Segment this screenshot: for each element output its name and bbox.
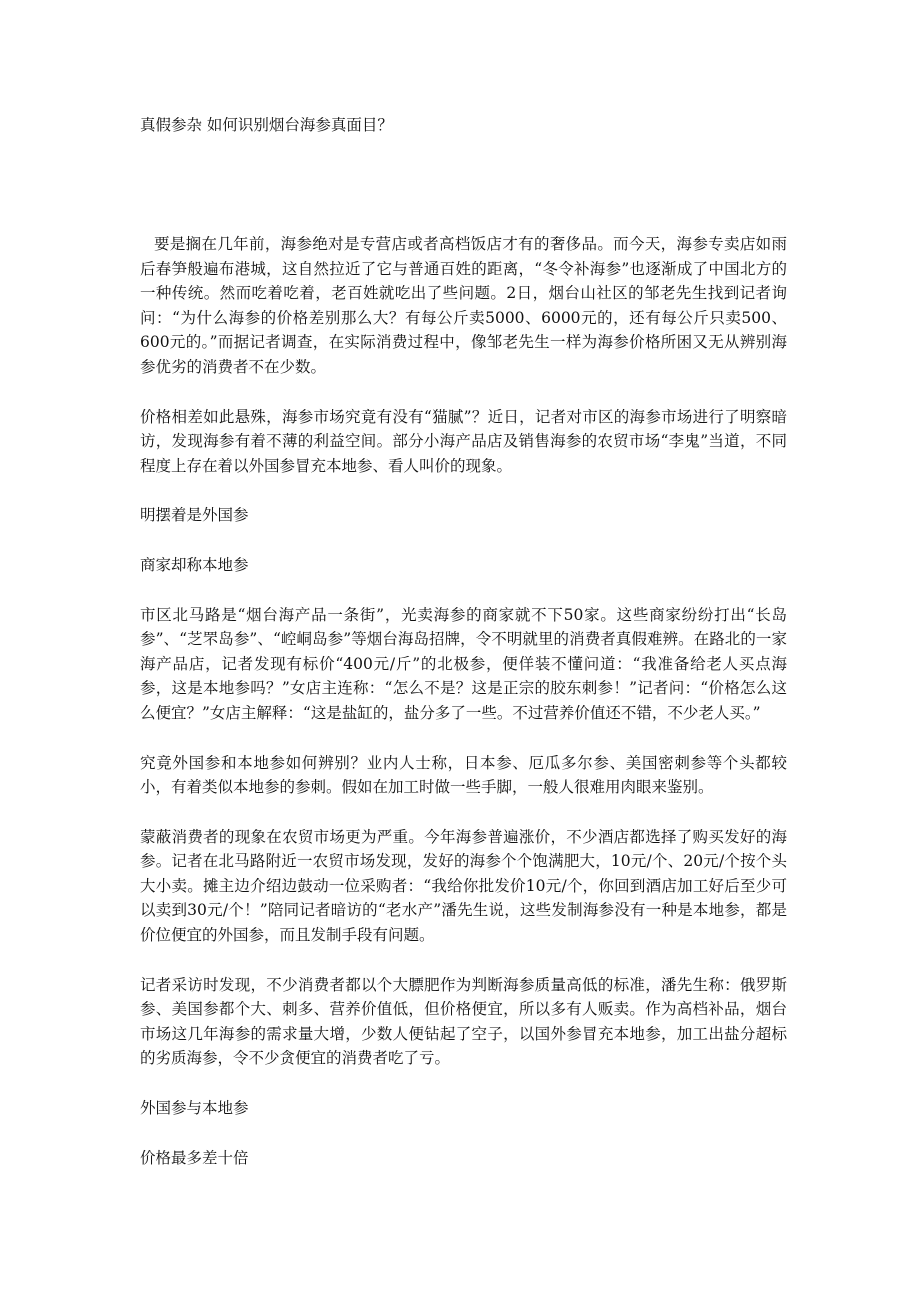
paragraph-farmers-market: 蒙蔽消费者的现象在农贸市场更为严重。今年海参普遍涨价，不少酒店都选择了购买发好的海参。记者在北马路附近一农贸市场发现，发好的海参个个饱满肥大，10元/个、20元/个按个头大小卖。摊主边介绍边鼓动一位采购者：“我给你批发价10元/个，你回到酒店加工好后至少可以卖到30元/个！”陪同记者暗访的“老水产”潘先生说，这些发制海参没有一种是本地参，都是价位便宜的外国参，而且发制手段有问题。 bbox=[140, 827, 787, 945]
subheading-foreign-shown: 明摆着是外国参 bbox=[140, 506, 249, 525]
subheading-claimed-local: 商家却称本地参 bbox=[140, 555, 249, 574]
subheading-foreign-vs-local: 外国参与本地参 bbox=[140, 1099, 249, 1118]
subheading-price-tenfold: 价格最多差十倍 bbox=[140, 1148, 249, 1167]
article-body bbox=[140, 232, 787, 1195]
paragraph-beima-road: 市区北马路是“烟台海产品一条街”，光卖海参的商家就不下50家。这些商家纷纷打出“长岛参”、“芝罘岛参”、“崆峒岛参”等烟台海岛招牌，令不明就里的消费者真假难辨。在路北的一家海产品店，记者发现有标价“400元/斤”的北极参，便佯装不懂问道：“我准备给老人买点海参，这是本地参吗？”女店主连称：“怎么不是？这是正宗的胶东刺参！”记者问：“价格怎么这么便宜？”女店主解释：“这是盐缸的，盐分多了一些。不过营养价值还不错，不少老人买。” bbox=[140, 605, 787, 722]
paragraph-intro: 要是搁在几年前，海参绝对是专营店或者高档饭店才有的奢侈品。而今天，海参专卖店如雨后春笋般遍布港城，这自然拉近了它与普通百姓的距离，“冬令补海参”也逐渐成了中国北方的一种传统。然而吃着吃着，老百姓就吃出了些问题。2日，烟台山社区的邹老先生找到记者询问：“为什么海参的价格差别那么大？有每公斤卖5000、6000元的，还有每公斤只卖500、600元的。”而据记者调查，在实际消费过程中，像邹老先生一样为海参价格所困又无从辨别海参优劣的消费者不在少数。 bbox=[140, 235, 787, 376]
paragraph-consumer-standard: 记者采访时发现，不少消费者都以个大膘肥作为判断海参质量高低的标准，潘先生称：俄罗斯参、美国参都个大、刺多、营养价值低，但价格便宜，所以多有人贩卖。作为高档补品，烟台市场这几年海参的需求量大增，少数人便钻起了空子，以国外参冒充本地参，加工出盐分超标的劣质海参，令不少贪便宜的消费者吃了亏。 bbox=[140, 975, 787, 1068]
paragraph-price-gap: 价格相差如此悬殊，海参市场究竟有没有“猫腻”？近日，记者对市区的海参市场进行了明察暗访，发现海参有着不薄的利益空间。部分小海产品店及销售海参的农贸市场“李鬼”当道，不同程度上存在着以外国参冒充本地参、看人叫价的现象。 bbox=[140, 407, 787, 475]
article-title: 真假参杂 如何识别烟台海参真面目？ bbox=[140, 116, 393, 134]
paragraph-how-to-tell: 究竟外国参和本地参如何辨别？业内人士称，日本参、厄瓜多尔参、美国密刺参等个头都较小，有着类似本地参的参刺。假如在加工时做一些手脚，一般人很难用肉眼来鉴别。 bbox=[140, 753, 787, 797]
